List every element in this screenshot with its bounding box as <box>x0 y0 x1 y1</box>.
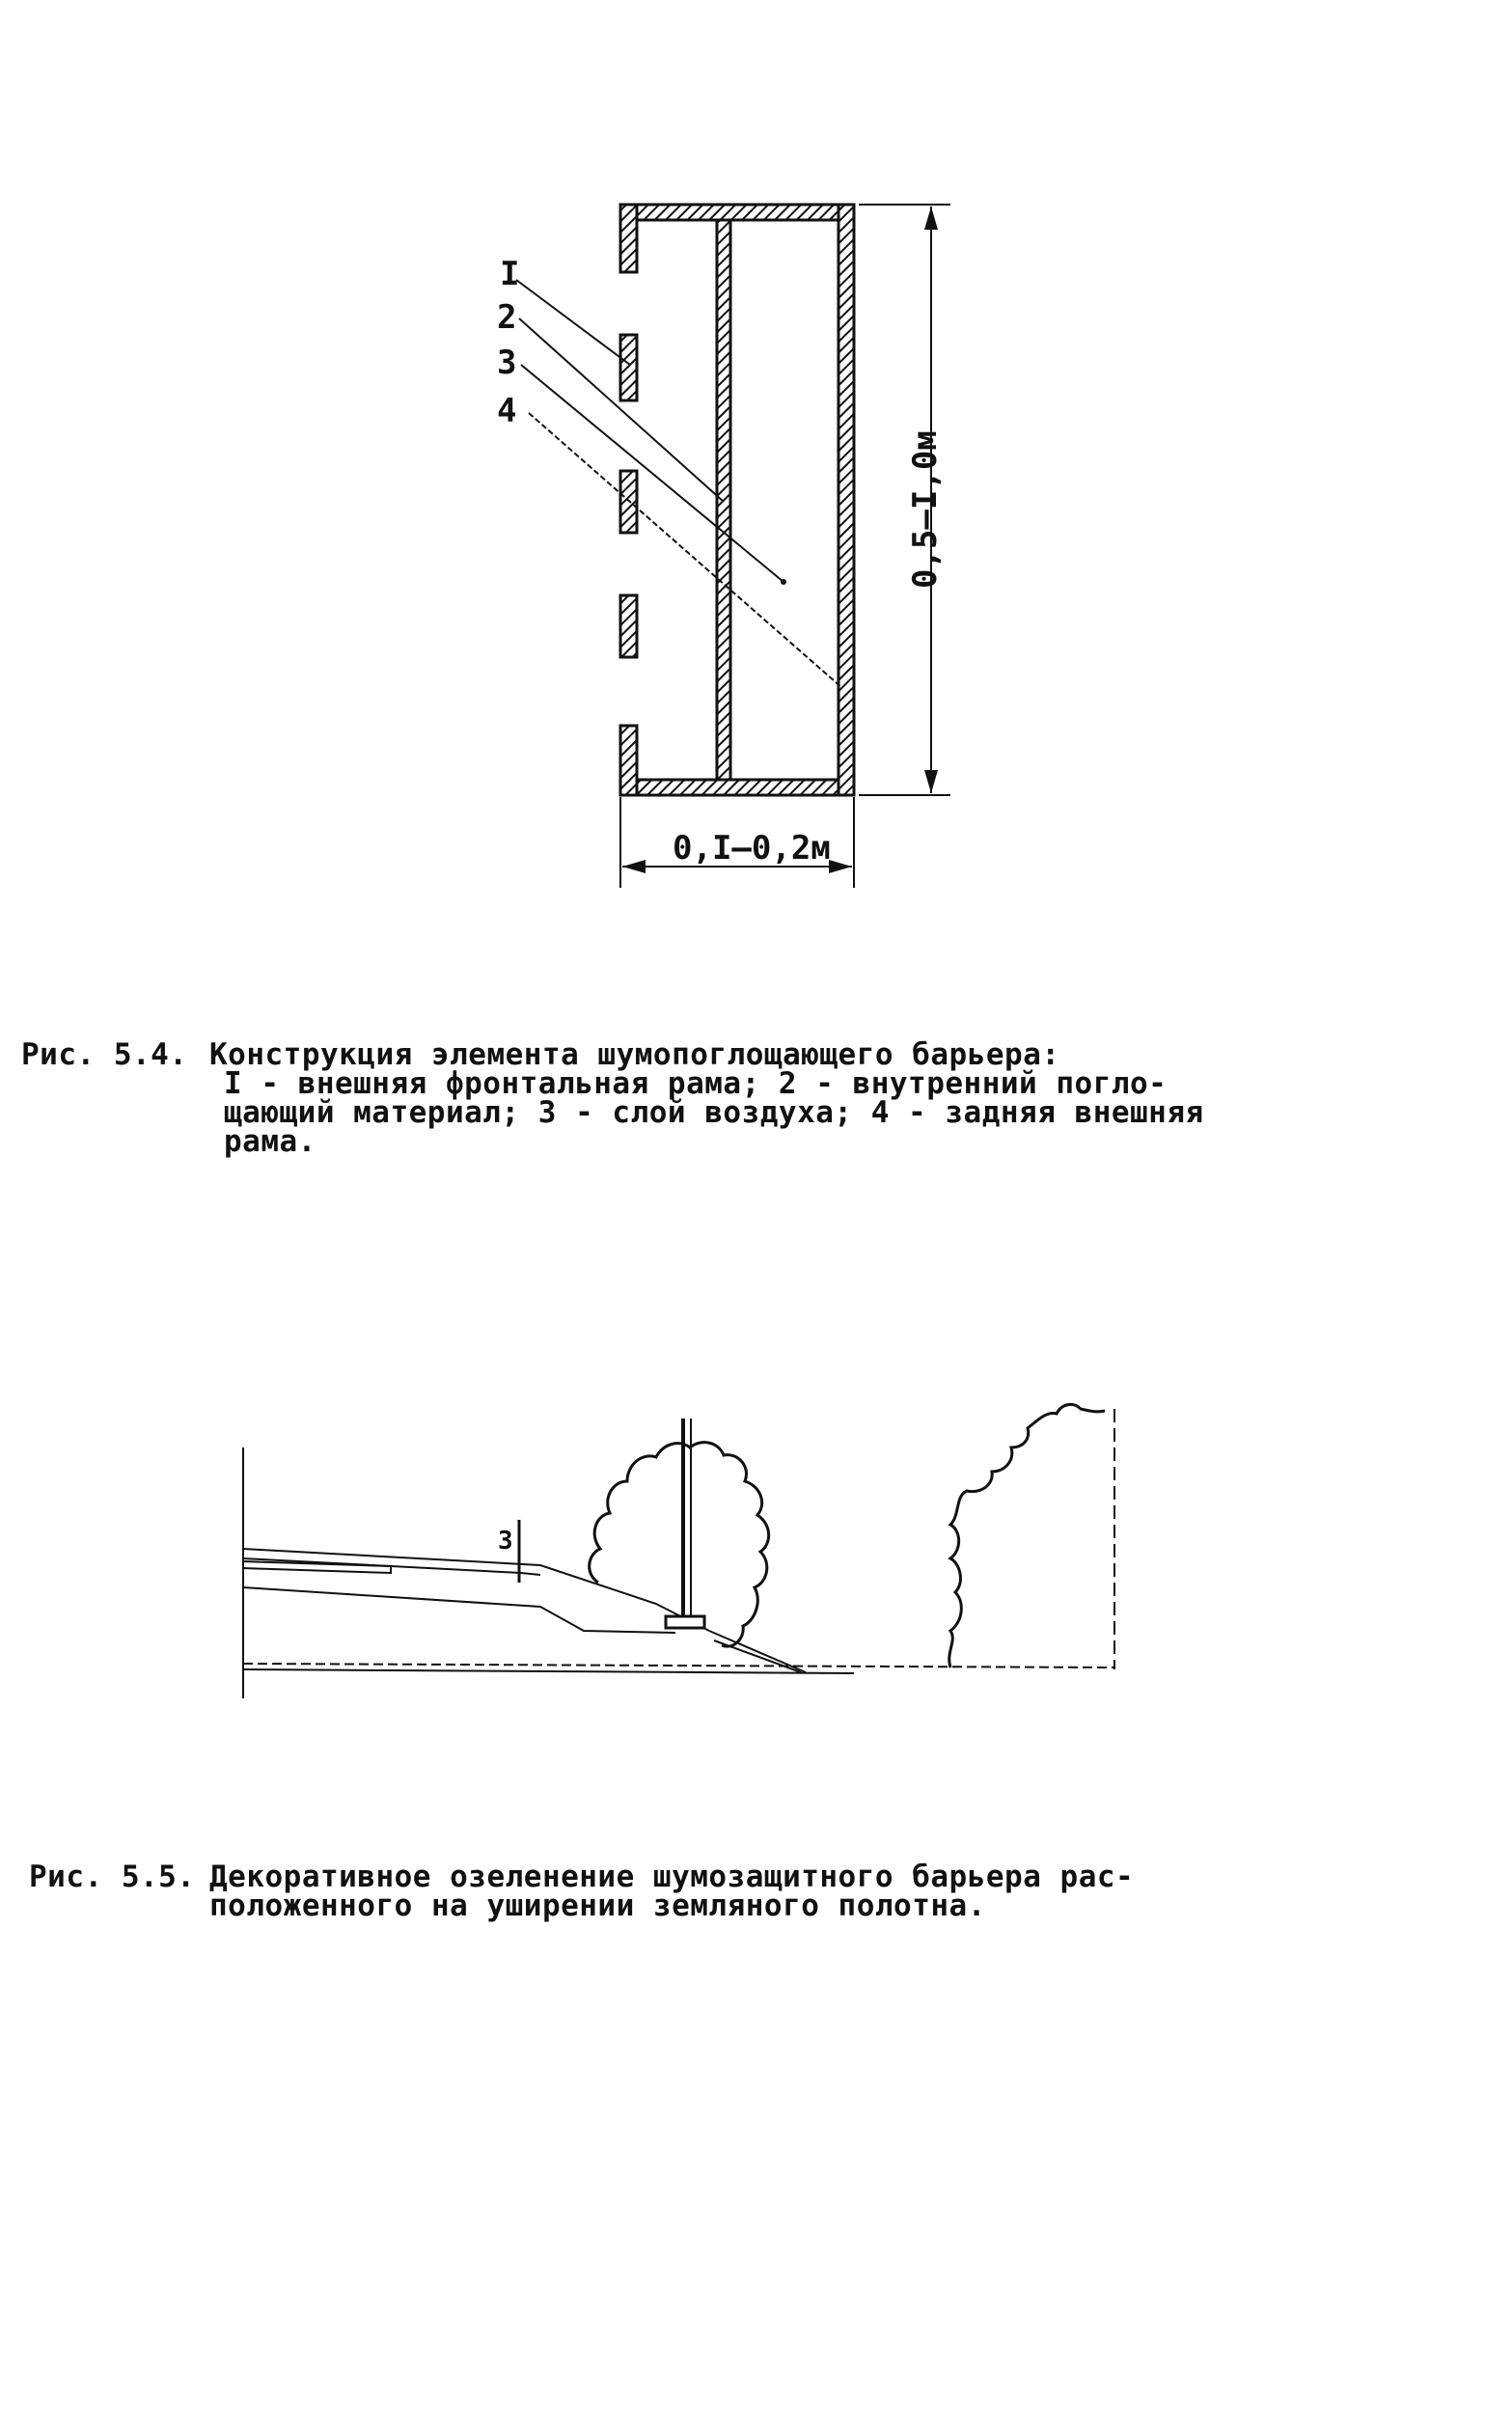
part-label-3: 3 <box>497 344 517 382</box>
height-dimension-label: 0,5–I,0м <box>906 430 945 589</box>
part-label-2: 2 <box>497 298 517 337</box>
leader-lines <box>516 280 842 688</box>
part-labels <box>497 255 519 430</box>
figure-5-4-caption <box>21 1037 1204 1214</box>
caption-label: Рис. 5.4. <box>21 1037 188 1072</box>
barrier-foundation <box>666 1616 704 1628</box>
ground-line <box>243 1664 1114 1667</box>
caption-line: Конструкция элемента шумопоглощающего барьера: <box>209 1037 1060 1072</box>
outer-frame <box>627 205 854 795</box>
tree-crown-left <box>590 1443 769 1646</box>
width-dimension-label: 0,I–0,2м <box>673 829 831 868</box>
road-edge-strip <box>243 1561 391 1573</box>
figure-5-5-caption <box>29 1860 1135 1978</box>
caption-line: щающий материал; 3 - слой воздуха; 4 - задняя внешняя <box>224 1095 1204 1130</box>
embankment-base <box>243 1587 675 1633</box>
caption-line: Декоративное озеленение шумозащитного барьера рас- <box>209 1860 1135 1894</box>
barrier-element-diagram <box>0 0 1512 965</box>
road-surface-top <box>243 1549 709 1631</box>
front-segment <box>620 726 637 795</box>
leader-line-1 <box>516 280 630 365</box>
front-segment <box>620 595 637 657</box>
embankment-slope <box>709 1631 806 1672</box>
frame-top <box>627 205 854 220</box>
part-label-1: I <box>500 255 520 293</box>
marker-label: 3 <box>498 1527 513 1556</box>
caption-line: положенного на уширении земляного полотна. <box>209 1888 986 1923</box>
front-segment <box>620 205 637 272</box>
leader-line-4 <box>529 413 842 688</box>
front-segment <box>620 335 637 400</box>
tree-crown-right <box>949 1404 1105 1667</box>
embankment-slope-inner <box>714 1640 801 1672</box>
ground-line <box>243 1669 854 1673</box>
caption-label: Рис. 5.5. <box>29 1860 196 1894</box>
caption-line: рама. <box>224 1124 316 1159</box>
frame-bottom <box>627 780 854 795</box>
part-label-4: 4 <box>497 392 517 430</box>
absorbing-material-layer <box>717 220 730 780</box>
leader-line-3 <box>521 365 783 582</box>
road-surface-line <box>243 1558 540 1575</box>
caption-line: I - внешняя фронтальная рама; 2 - внутренний погло- <box>224 1066 1168 1101</box>
frame-back-wall <box>838 205 854 795</box>
leader-dot <box>781 579 786 585</box>
